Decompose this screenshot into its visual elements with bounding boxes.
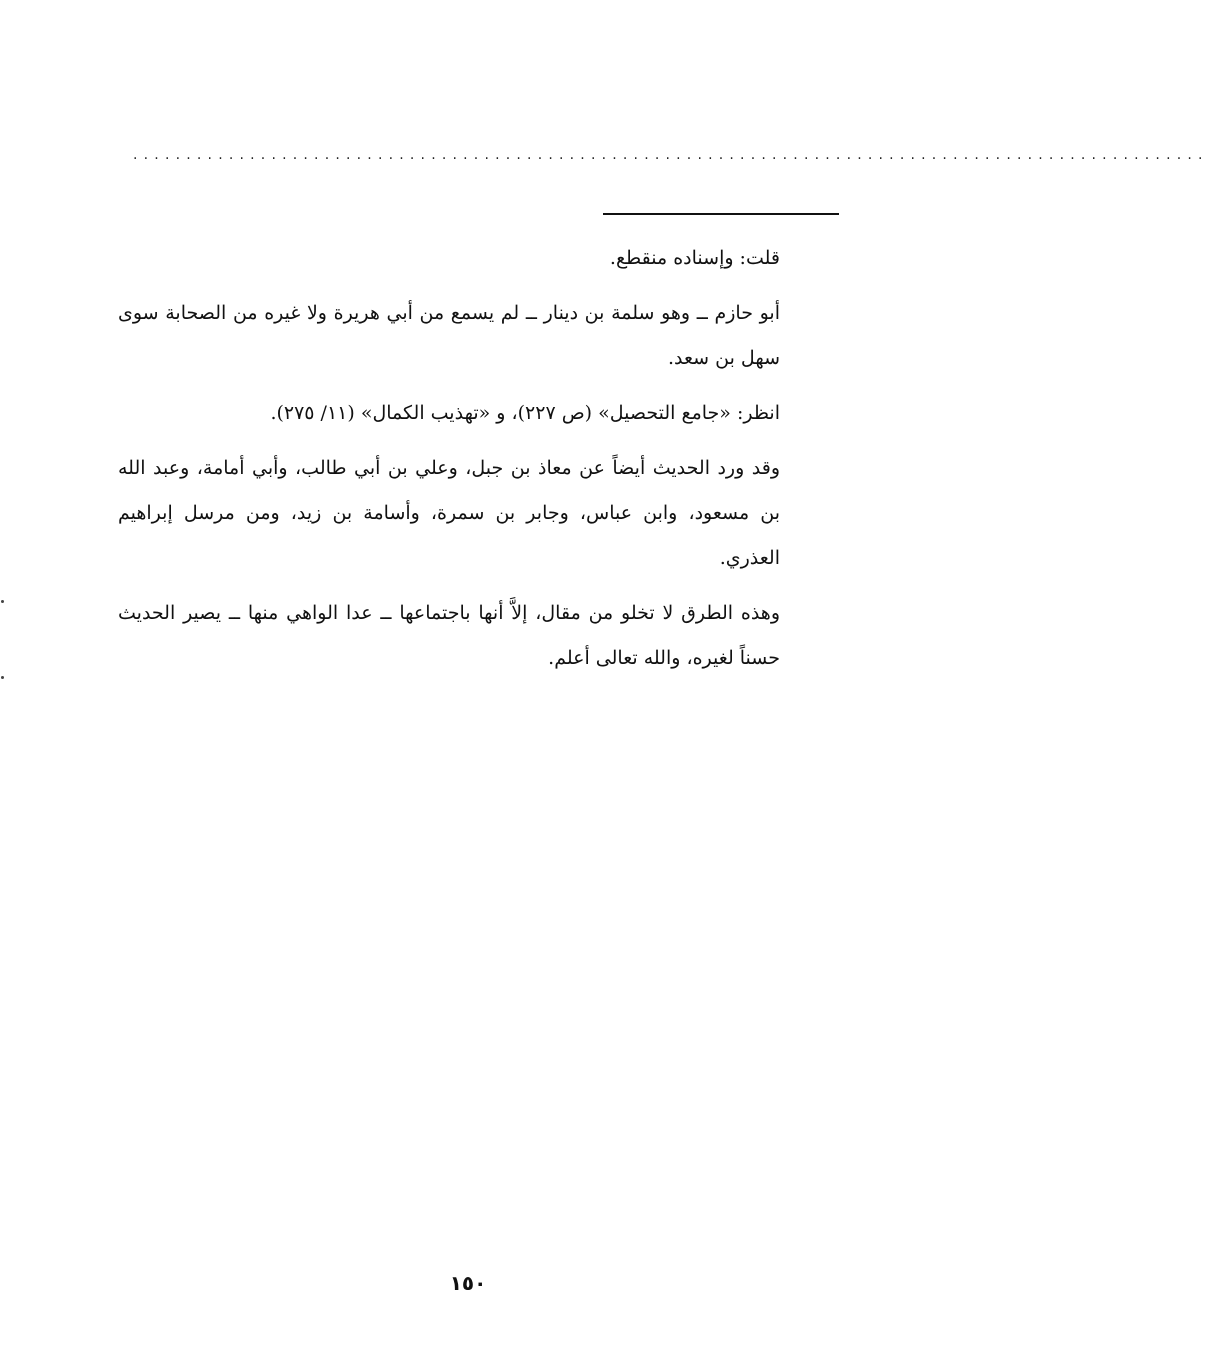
footnote-paragraph: أبو حازم ــ وهو سلمة بن دينار ــ لم يسمع من أبي هريرة ولا غيره من الصحابة سوى سهل بن سعد. [118, 302, 780, 369]
footnote-paragraph: وقد ورد الحديث أيضاً عن معاذ بن جبل، وعلي بن أبي طالب، وأبي أمامة، وعبد الله بن مسعود، وابن عباس، وجابر بن سمرة، وأسامة بن زيد، ومن مرسل إبراهيم العذري. [118, 457, 780, 569]
footnote-paragraph: انظر: «جامع التحصيل» (ص ٢٢٧)، و «تهذيب الكمال» (١١/ ٢٧٥). [270, 402, 780, 424]
scan-edge-mark [1, 600, 4, 603]
footnote-separator-line [603, 213, 839, 215]
footnote-paragraph: قلت: وإسناده منقطع. [609, 247, 780, 269]
scan-edge-mark [1, 676, 4, 679]
page-number: ١٥٠ [449, 1271, 487, 1295]
dotted-separator: ..................................................................................................... [133, 147, 1209, 163]
footnotes-block [118, 236, 780, 691]
footnote-paragraph: وهذه الطرق لا تخلو من مقال، إلاَّ أنها باجتماعها ــ عدا الواهي منها ــ يصير الحديث حسناً لغيره، والله تعالى أعلم. [118, 602, 780, 669]
